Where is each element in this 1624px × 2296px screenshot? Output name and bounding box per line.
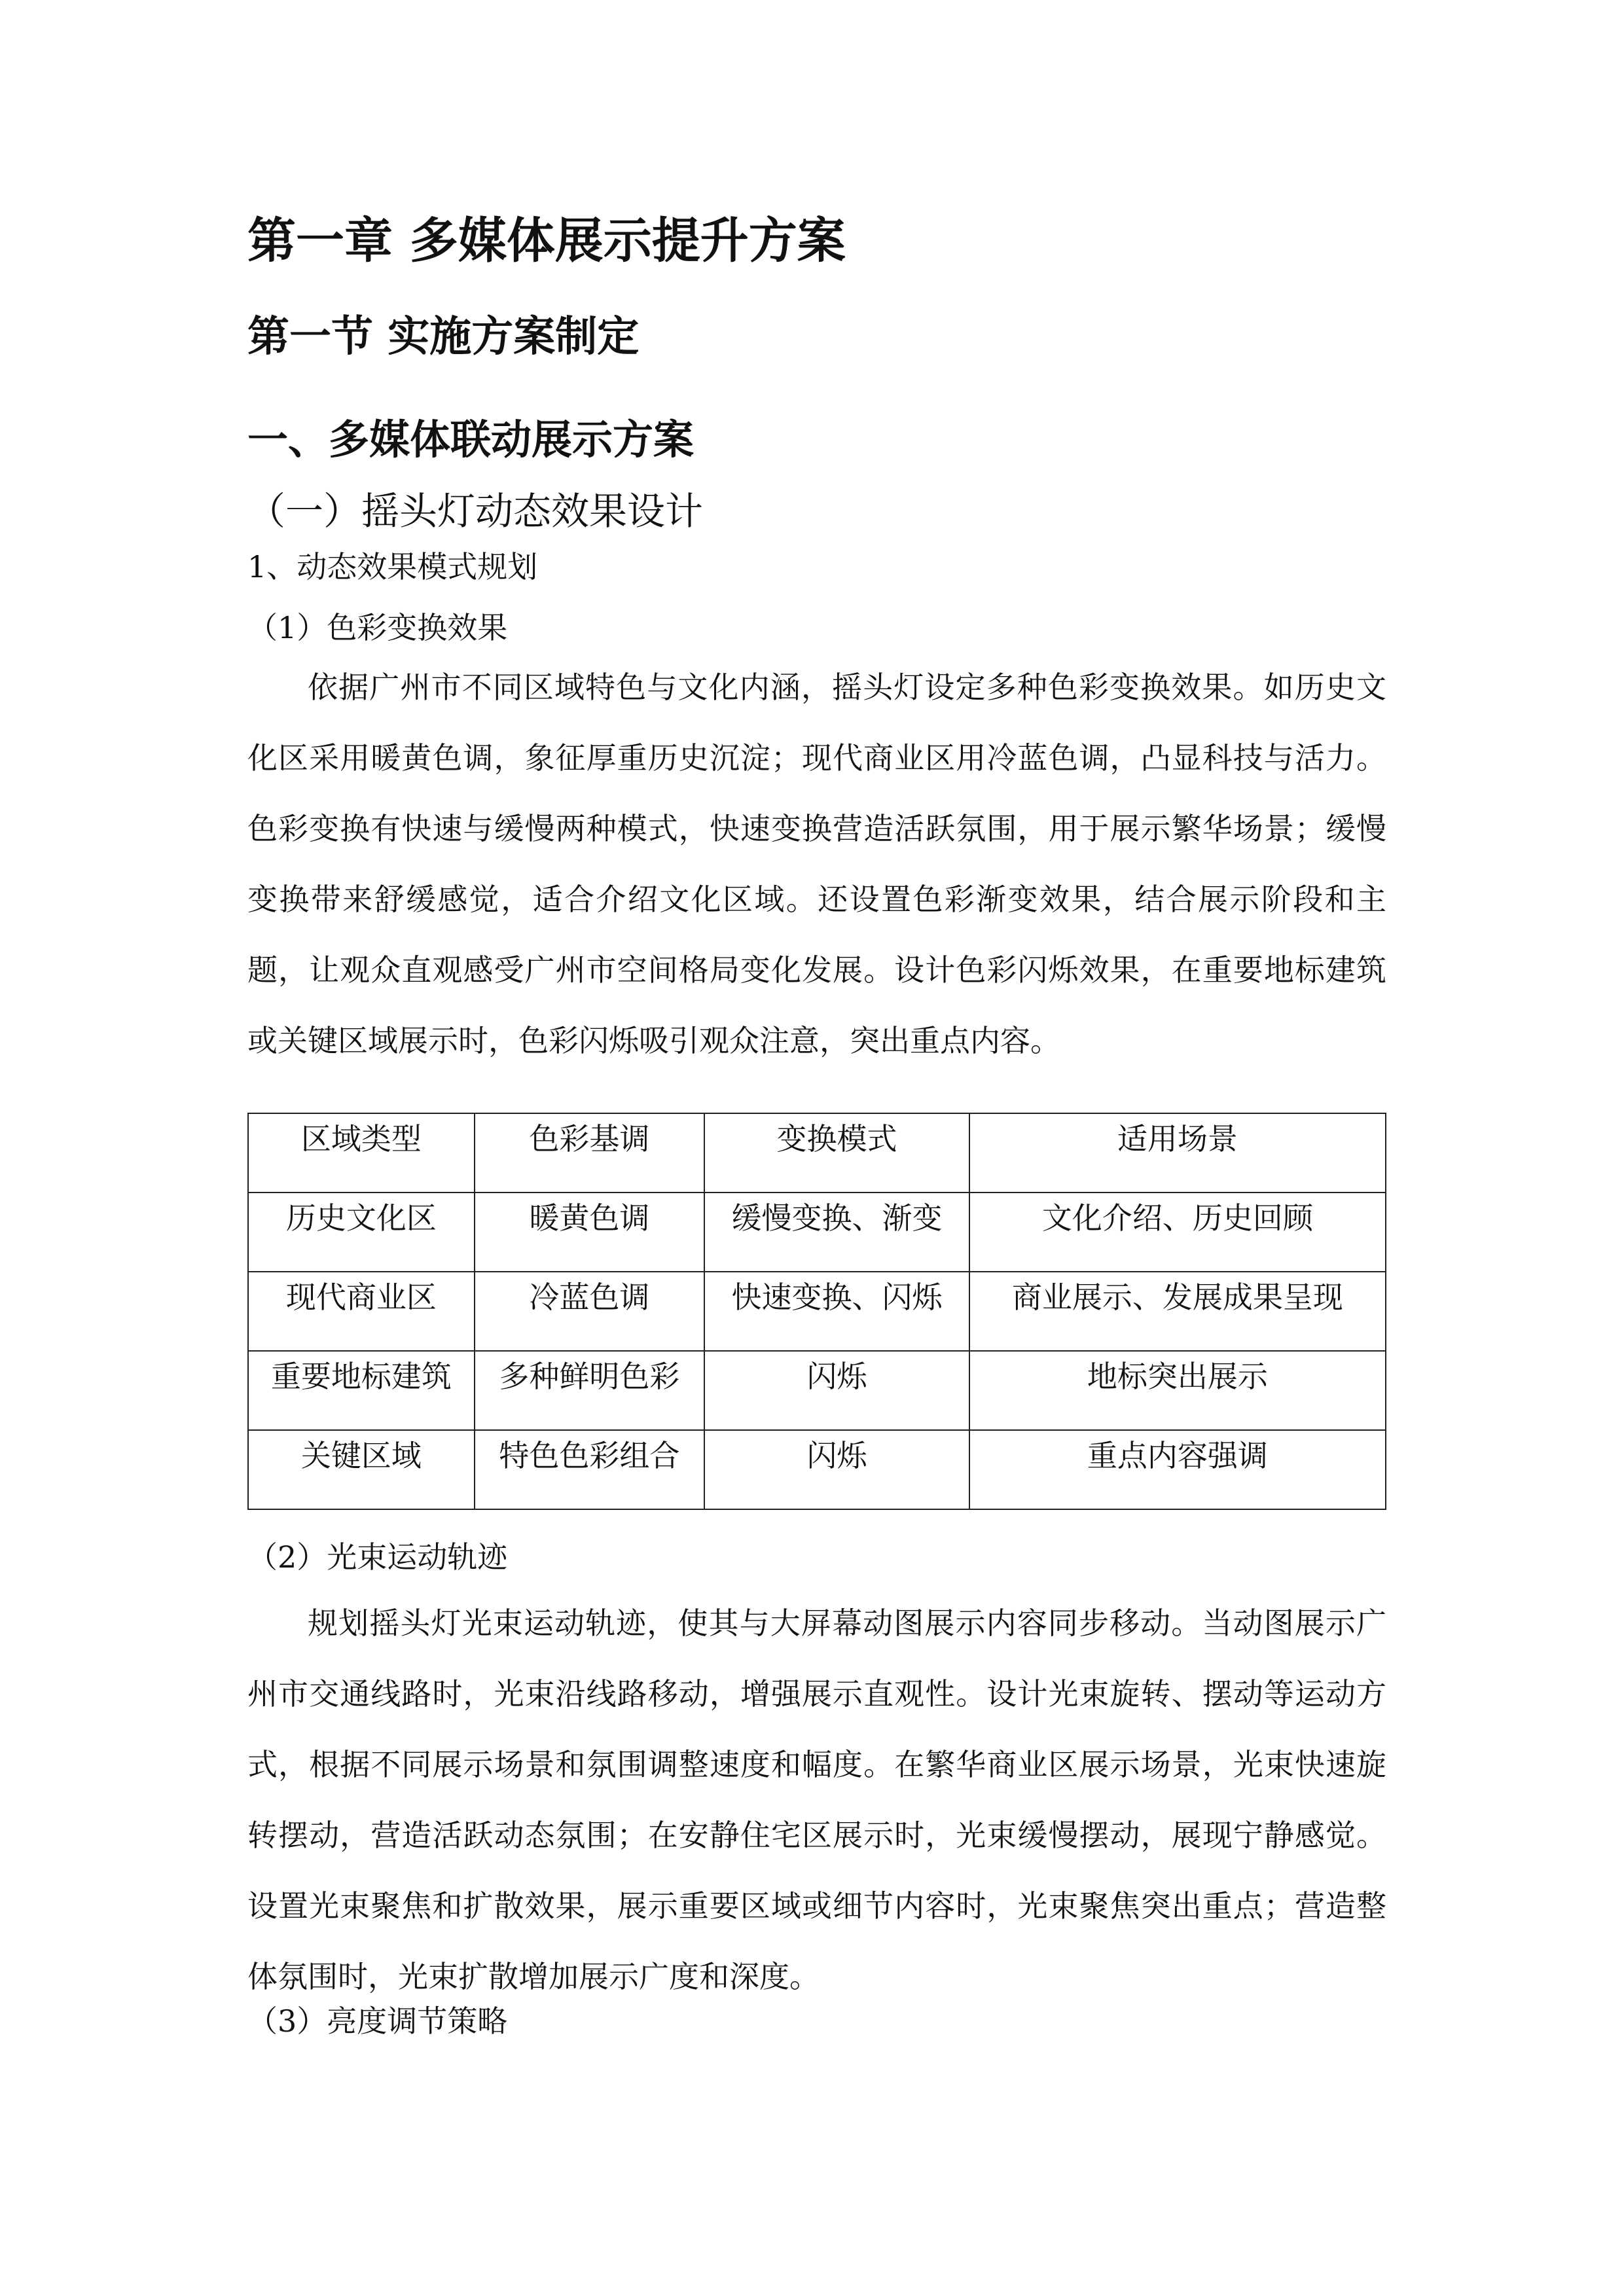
document-page	[247, 0, 1394, 2296]
table-header-cell: 适用场景	[969, 1113, 1386, 1193]
table-row	[248, 1193, 1386, 1272]
table-cell: 地标突出展示	[969, 1351, 1386, 1430]
table-row	[248, 1272, 1386, 1351]
item-title: 1、动态效果模式规划	[247, 549, 538, 584]
sub-subsection-title: （一）摇头灯动态效果设计	[247, 489, 704, 533]
table-cell: 文化介绍、历史回顾	[969, 1193, 1386, 1272]
table-header-cell: 色彩基调	[475, 1113, 705, 1193]
table-cell: 闪烁	[704, 1430, 969, 1509]
part1-paragraph: 依据广州市不同区域特色与文化内涵，摇头灯设定多种色彩变换效果。如历史文化区采用暖黄色调，象征厚重历史沉淀；现代商业区用冷蓝色调，凸显科技与活力。色彩变换有快速与缓慢两种模式，快速变换营造活跃氛围，用于展示繁华场景；缓慢变换带来舒缓感觉，适合介绍文化区域。还设置色彩渐变效果，结合展示阶段和主题，让观众直观感受广州市空间格局变化发展。设计色彩闪烁效果，在重要地标建筑或关键区域展示时，色彩闪烁吸引观众注意，突出重点内容。	[247, 670, 1386, 1058]
section-title: 第一节 实施方案制定	[247, 313, 640, 361]
part2-paragraph: 规划摇头灯光束运动轨迹，使其与大屏幕动图展示内容同步移动。当动图展示广州市交通线路时，光束沿线路移动，增强展示直观性。设计光束旋转、摆动等运动方式，根据不同展示场景和氛围调整速度和幅度。在繁华商业区展示场景，光束快速旋转摆动，营造活跃动态氛围；在安静住宅区展示时，光束缓慢摆动，展现宁静感觉。设置光束聚焦和扩散效果，展示重要区域或细节内容时，光束聚焦突出重点；营造整体氛围时，光束扩散增加展示广度和深度。	[247, 1605, 1386, 1994]
table-cell: 多种鲜明色彩	[475, 1351, 705, 1430]
chapter-title: 第一章 多媒体展示提升方案	[247, 213, 846, 269]
table-cell: 闪烁	[704, 1351, 969, 1430]
table-cell: 冷蓝色调	[475, 1272, 705, 1351]
table-header-cell: 变换模式	[704, 1113, 969, 1193]
table-header-cell: 区域类型	[248, 1113, 475, 1193]
table-cell: 缓慢变换、渐变	[704, 1193, 969, 1272]
table-cell: 历史文化区	[248, 1193, 475, 1272]
table-cell: 快速变换、闪烁	[704, 1272, 969, 1351]
table-cell: 重要地标建筑	[248, 1351, 475, 1430]
table-header-row	[248, 1113, 1386, 1193]
table-cell: 重点内容强调	[969, 1430, 1386, 1509]
table-cell: 商业展示、发展成果呈现	[969, 1272, 1386, 1351]
table-cell: 关键区域	[248, 1430, 475, 1509]
table-row	[248, 1351, 1386, 1430]
subsection-title: 一、多媒体联动展示方案	[247, 416, 695, 463]
table-cell: 特色色彩组合	[475, 1430, 705, 1509]
part3-title: （3）亮度调节策略	[247, 2003, 508, 2039]
color-scheme-table	[247, 1113, 1386, 1510]
table-row	[248, 1430, 1386, 1509]
table-cell: 现代商业区	[248, 1272, 475, 1351]
table-cell: 暖黄色调	[475, 1193, 705, 1272]
part2-title: （2）光束运动轨迹	[247, 1539, 508, 1575]
part1-title: （1）色彩变换效果	[247, 610, 508, 645]
